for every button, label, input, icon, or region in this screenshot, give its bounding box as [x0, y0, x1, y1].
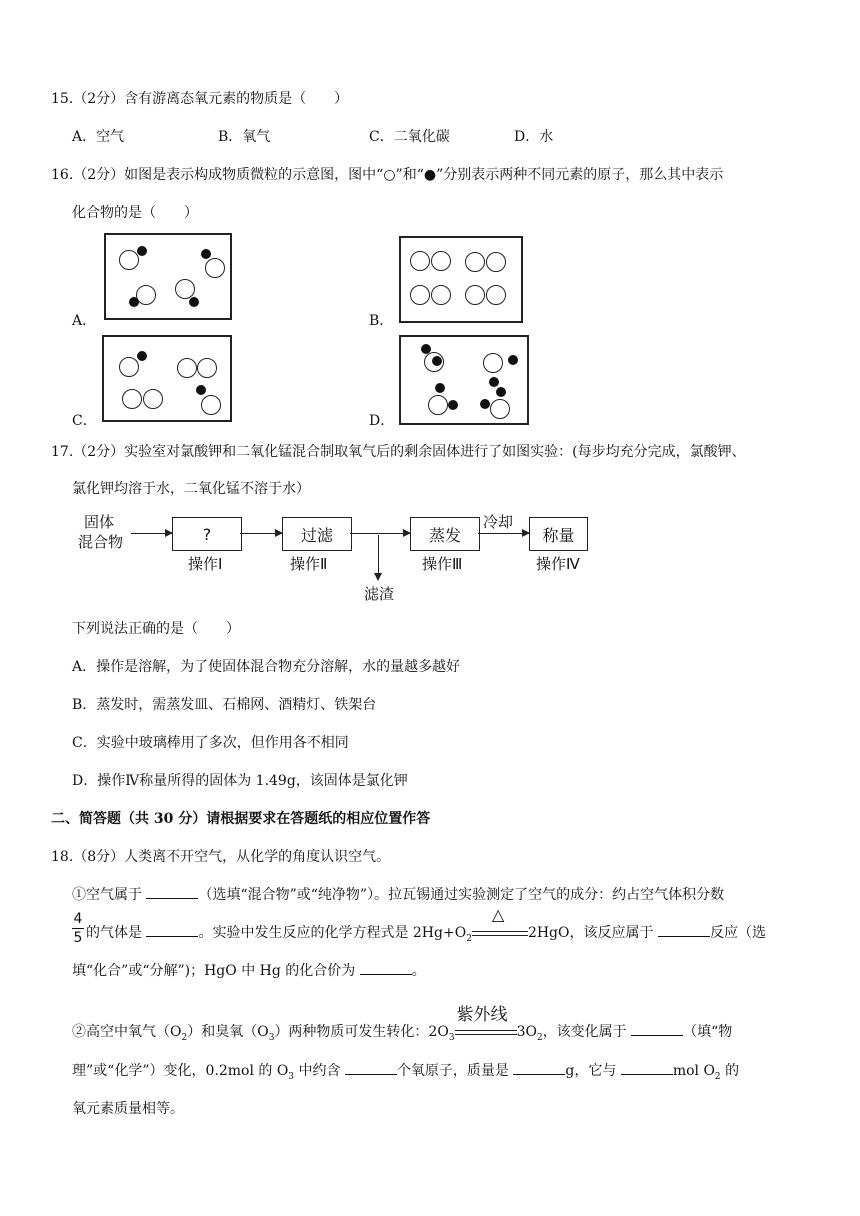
q16-stem-line1: 16.（2分）如图是表示构成物质微粒的示意图，图中“○”和“●”分别表示两种不同元素的原子，那么其中表示 [51, 167, 724, 183]
q18-part2-line1: ②高空中氧气$(O_2)$和臭氧$(O_3)$两种物质可发生转化：$2O_3$ 紫外线 $3O_2$，该变化属于 （填“物 [72, 1021, 732, 1043]
q15-option-b[interactable]: B．氧气 [218, 129, 271, 145]
reaction-condition-equals [455, 1005, 517, 1036]
q16-label-d[interactable]: D． [369, 413, 395, 429]
answer-blank[interactable] [345, 1062, 397, 1075]
fraction-numerator: 4 [73, 911, 83, 927]
flow-arrow-4 [478, 533, 529, 534]
q18-part2-line3: 氧元素质量相等。 [72, 1101, 184, 1117]
q17-stem-line2: 氯化钾均溶于水，二氧化锰不溶于水） [72, 481, 310, 497]
flow-box-3: 蒸发 [410, 517, 480, 551]
flow-op-2: 操作Ⅱ [290, 555, 328, 573]
q18-part2-line2: 理”或“化学”）变化，0.2mol 的 $O_3$ 中约含 个氧原子，质量是 g，它与 mol $O_2$ 的 [72, 1063, 740, 1082]
q17-option-c[interactable]: C．实验中玻璃棒用了多次，但作用各不相同 [72, 735, 349, 751]
q16-label-a[interactable]: A． [72, 313, 97, 329]
flow-op-1: 操作Ⅰ [188, 555, 223, 573]
answer-blank[interactable] [658, 924, 710, 937]
q15-option-d[interactable]: D．水 [514, 129, 554, 145]
answer-blank[interactable] [513, 1062, 565, 1075]
q16-label-c[interactable]: C． [72, 413, 97, 429]
q16-diagram-c [102, 335, 232, 422]
q15-stem: 15.（2分）含有游离态氧元素的物质是（ ） [51, 91, 349, 107]
q16-diagram-d [399, 335, 529, 425]
q17-option-d[interactable]: D．操作Ⅳ称量所得的固体为 1.49g，该固体是氯化钾 [72, 773, 408, 789]
q15-option-a[interactable]: A．空气 [72, 129, 125, 145]
section-2-heading: 二、简答题（共 30 分）请根据要求在答题纸的相应位置作答 [51, 811, 431, 827]
answer-blank[interactable] [631, 1023, 683, 1036]
flow-op-3: 操作Ⅲ [422, 555, 463, 573]
q17-option-a[interactable]: A．操作是溶解，为了使固体混合物充分溶解，水的量越多越好 [72, 659, 461, 675]
reaction-condition-equals [472, 905, 528, 937]
q16-stem-line2: 化合物的是（ ） [72, 205, 198, 221]
q18-stem: 18.（8分）人类离不开空气，从化学的角度认识空气。 [51, 849, 391, 865]
uv-light-label: 紫外线 [456, 1005, 508, 1025]
flow-arrow-2 [240, 533, 282, 534]
q16-diagram-a [104, 233, 232, 320]
flow-residue-line [378, 535, 379, 575]
flow-box-2: 过滤 [282, 517, 352, 551]
flow-op-4: 操作Ⅳ [536, 555, 580, 573]
flow-residue-arrowhead [374, 573, 382, 581]
flow-start-line1: 固体 [84, 513, 115, 531]
answer-blank[interactable] [621, 1062, 673, 1075]
flow-arrow-1 [131, 533, 172, 534]
heat-delta: △ [491, 905, 505, 924]
answer-blank[interactable] [146, 924, 198, 937]
flow-box-4: 称量 [529, 517, 588, 551]
flow-box-1: ? [172, 517, 242, 551]
flow-residue-label: 滤渣 [364, 585, 395, 603]
answer-blank[interactable] [360, 962, 412, 975]
flow-cool-label: 冷却 [483, 513, 514, 531]
q17-stem-line1: 17.（2分）实验室对氯酸钾和二氧化锰混合制取氧气后的剩余固体进行了如图实验：(每步均充分完成，氯酸钾、 [51, 444, 746, 460]
q17-option-b[interactable]: B．蒸发时，需蒸发皿、石棉网、酒精灯、铁架台 [72, 697, 377, 713]
q16-label-b[interactable]: B． [369, 313, 394, 329]
fraction-bar [72, 928, 84, 929]
fraction-denominator: 5 [73, 930, 83, 946]
q18-part1-line2: 的气体是 。实验中发生反应的化学方程式是 $2Hg+O_2$ △ 2HgO，该反应属于 反应（选 [86, 905, 766, 944]
flow-start-line2: 混合物 [78, 533, 124, 551]
flow-arrow-3 [350, 533, 410, 534]
q15-option-c[interactable]: C．二氧化碳 [369, 129, 450, 145]
q18-part1-line1: ①空气属于 （选填“混合物”或“纯净物”）。拉瓦锡通过实验测定了空气的成分：约占空气体积分数 [72, 887, 725, 903]
q16-diagram-b [399, 236, 523, 323]
q17-prompt: 下列说法正确的是（ ） [72, 621, 240, 637]
q18-part1-line3: 填“化合”或“分解”)；HgO 中 Hg 的化合价为 。 [72, 963, 426, 979]
answer-blank[interactable] [146, 886, 198, 899]
